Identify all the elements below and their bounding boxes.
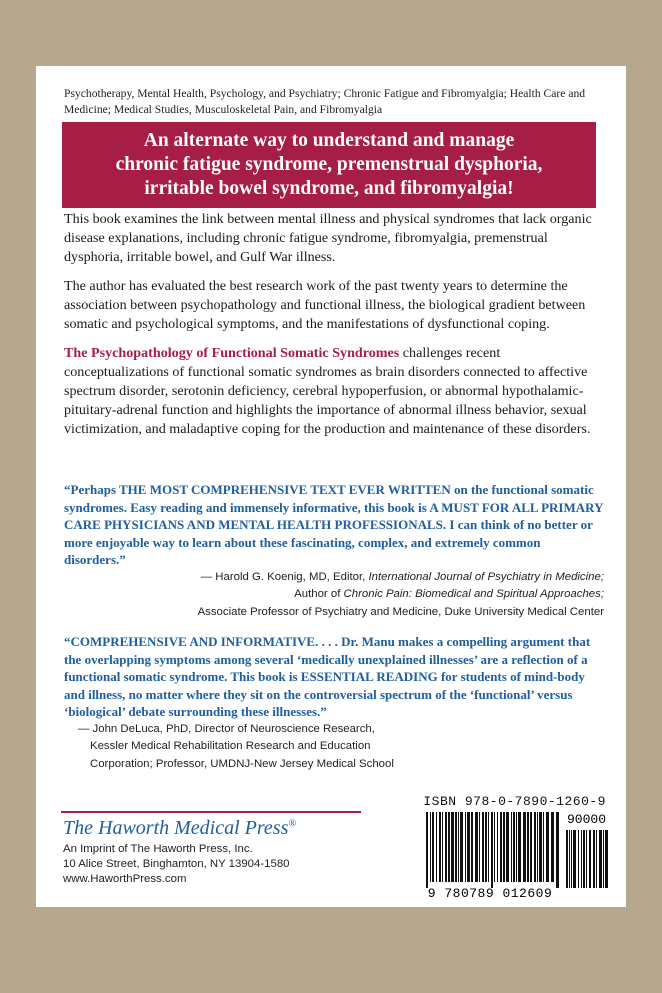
subject-categories: Psychotherapy, Mental Health, Psychology, and Psychiatry; Chronic Fatigue and Fibromyalgia; Health Care and Medicine; Medical Studies, Musculoskeletal Pain, and Fibromyalgia	[64, 87, 586, 116]
barcode-bar	[599, 830, 602, 888]
divider	[61, 811, 361, 813]
barcode-bar	[488, 812, 489, 882]
book-title: The Psychopathology of Functional Somatic Syndromes	[64, 345, 400, 361]
journal-title: International Journal of Psychiatry in Medicine;	[368, 570, 604, 583]
attribution-line-2: Kessler Medical Rehabilitation Research and Education	[90, 740, 371, 752]
barcode-bar	[556, 812, 559, 888]
publisher-block	[61, 811, 371, 887]
barcode-bar	[436, 812, 437, 882]
barcode-bar	[439, 812, 441, 882]
barcode-bar	[467, 812, 470, 882]
description	[64, 210, 604, 449]
barcode-bar	[460, 812, 463, 882]
paragraph-1: This book examines the link between mental illness and physical syndromes that lack organic disease explanations, including chronic fatigue syndrome, fibromyalgia, premenstrual dysphoria, irritable bowel, and Gulf War illness.	[64, 211, 592, 265]
quote-attribution	[64, 569, 604, 622]
barcode-bar	[534, 812, 536, 882]
barcode-bar	[448, 812, 450, 882]
barcode-bar	[458, 812, 459, 882]
publisher-address: An Imprint of The Haworth Press, Inc. 10 Alice Street, Binghamton, NY 13904-1580 www.HaworthPress.com	[63, 843, 290, 885]
banner-line-2: chronic fatigue syndrome, premenstrual dysphoria,	[115, 154, 543, 175]
attribution-line-3: Corporation; Professor, UMDNJ-New Jersey Medical School	[90, 757, 394, 770]
barcode-bar	[506, 812, 509, 882]
price-addon: 90000	[566, 812, 606, 827]
quote-text: “Perhaps THE MOST COMPREHENSIVE TEXT EVER WRITTEN on the functional somatic syndromes. Easy reading and immensely informative, this book is A MUST FOR ALL PRIMARY CARE PHYSICIANS AND MENTAL HEALTH PROFESSIONALS. I can think of no better or more enjoyable way to learn about these fascinating, complex, and extremely common disorders.”	[64, 482, 603, 567]
barcode-bar	[578, 830, 579, 888]
barcode-bar	[573, 830, 576, 888]
barcode-bar	[485, 812, 487, 882]
attribution-line-3: Associate Professor of Psychiatry and Medicine, Duke University Medical Center	[197, 605, 604, 618]
barcode-bar	[543, 812, 544, 882]
quote-attribution	[64, 721, 604, 774]
barcode-bar	[546, 812, 549, 882]
barcode-bar	[432, 812, 434, 882]
barcode-bar	[426, 812, 428, 888]
paragraph-2: The author has evaluated the best research work of the past twenty years to determine the association between psychopathology and functional illness, the biological gradient between somatic and psychological symptoms, and the manifestations of dysfunctional coping.	[64, 278, 586, 332]
barcode-bar	[603, 830, 604, 888]
barcode-bar	[527, 812, 529, 882]
barcode-bar	[537, 812, 538, 882]
banner-line-1: An alternate way to understand and manage	[143, 130, 515, 151]
barcode-bar	[497, 812, 498, 882]
isbn-number: ISBN 978-0-7890-1260-9	[423, 794, 606, 809]
barcode-bar	[455, 812, 457, 882]
barcode-bar	[571, 830, 572, 888]
barcode-bar	[593, 830, 595, 888]
paragraph-3-text: challenges recent conceptualizations of functional somatic syndromes as brain disorders connected to affective spectrum disorder, serotonin deficiency, cerebral hypoperfusion, or abnormal hypothalamic-pituitary-adrenal function and highlights the importance of abnormal illness behavior, sexual victimization, and maladaptive coping for the production and maintenance of these disorders.	[64, 345, 591, 437]
barcode-bar	[451, 812, 454, 882]
barcode-bar	[465, 812, 466, 882]
barcode-bar	[530, 812, 532, 882]
quote-text: “COMPREHENSIVE AND INFORMATIVE. . . . Dr. Manu makes a compelling argument that the overlapping symptoms among several ‘medically unexplained illnesses’ are a reflection of a functional somatic syndrome. This book is ESSENTIAL READING for students of mind-body and illness, no matter where they sit on the controversial spectrum of the ‘functional’ versus ‘biological’ debate surrounding these illnesses.”	[64, 634, 591, 719]
barcode-bar	[445, 812, 447, 882]
barcode-bar	[500, 812, 502, 882]
barcode-bar	[442, 812, 443, 882]
barcode-bar	[605, 830, 608, 888]
back-cover	[36, 66, 626, 907]
barcode-bar	[518, 812, 521, 882]
barcode-bar	[475, 812, 478, 882]
attribution-line-1: — Harold G. Koenig, MD, Editor,	[200, 570, 369, 583]
barcode-bar	[566, 830, 568, 888]
barcode-bar	[581, 830, 582, 888]
endorsement-deluca	[64, 633, 604, 773]
barcode-bar	[589, 830, 591, 888]
ean-digits: 9 780789 012609	[427, 886, 553, 901]
barcode-bar	[482, 812, 484, 882]
barcode-bar	[586, 830, 587, 888]
barcode-bar	[583, 830, 585, 888]
barcode-bar	[503, 812, 505, 882]
barcode-bar	[513, 812, 515, 882]
attribution-line-1: — John DeLuca, PhD, Director of Neuroscience Research,	[78, 722, 375, 735]
paragraph-3	[64, 344, 604, 439]
attribution-line-2: Author of	[294, 588, 344, 600]
barcode-bar	[551, 812, 554, 882]
barcode-bars	[420, 812, 610, 888]
banner-line-3: irritable bowel syndrome, and fibromyalgia!	[144, 178, 514, 199]
barcode	[420, 794, 610, 902]
publisher-logo: The Haworth Medical Press®	[63, 817, 296, 839]
barcode-bar	[491, 812, 493, 888]
barcode-bar	[523, 812, 526, 882]
barcode-bar	[430, 812, 431, 882]
barcode-bar	[539, 812, 542, 882]
barcode-bar	[494, 812, 495, 882]
barcode-bar	[596, 830, 597, 888]
book-title-koenig: Chronic Pain: Biomedical and Spiritual Approaches;	[343, 588, 604, 600]
barcode-bar	[471, 812, 473, 882]
barcode-bar	[511, 812, 512, 882]
barcode-bar	[479, 812, 480, 882]
barcode-bar	[569, 830, 570, 888]
endorsement-koenig	[64, 481, 604, 621]
barcode-bar	[516, 812, 517, 882]
headline-banner	[62, 122, 596, 208]
